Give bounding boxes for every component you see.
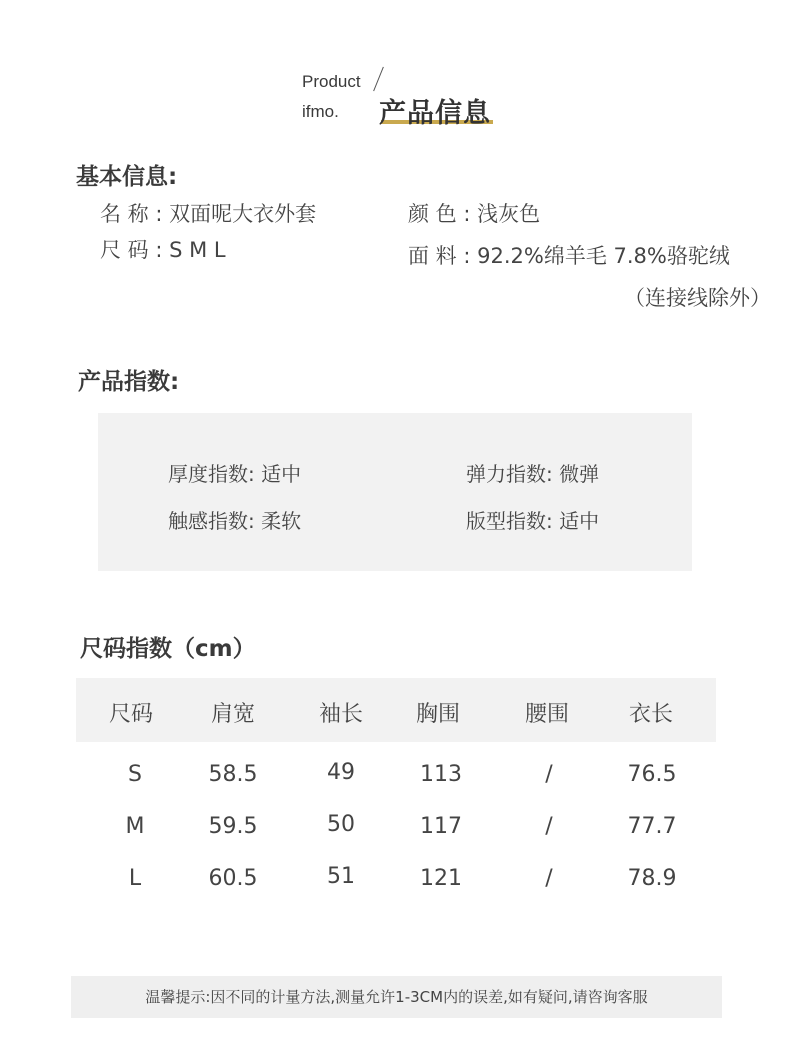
- header-cell-shoulder: 肩宽: [210, 702, 255, 727]
- table-cell: 58.5: [208, 762, 258, 787]
- header-english-info: ifmo.: [302, 102, 339, 121]
- index-touch: 触感指数: 柔软: [168, 509, 302, 533]
- index-elasticity: 弹力指数: 微弹: [466, 462, 600, 486]
- product-name: 名 称 : 双面呢大衣外套: [100, 202, 317, 226]
- table-cell: /: [545, 762, 553, 787]
- table-cell: 121: [420, 866, 462, 891]
- product-index-title: 产品指数:: [78, 369, 180, 395]
- header-slash-divider: [373, 67, 384, 91]
- product-fabric-note: （连接线除外）: [624, 286, 771, 310]
- header-cell-chest: 胸围: [415, 702, 460, 727]
- index-fit: 版型指数: 适中: [466, 509, 600, 533]
- table-cell: 113: [420, 762, 462, 787]
- table-cell: 78.9: [627, 866, 677, 891]
- product-color: 颜 色 : 浅灰色: [408, 202, 541, 226]
- table-cell: L: [128, 866, 142, 891]
- measurement-notice: 温馨提示:因不同的计量方法,测量允许1-3CM内的误差,如有疑问,请咨询客服: [71, 976, 722, 1018]
- table-cell: 59.5: [208, 814, 258, 839]
- table-cell: 50: [327, 812, 355, 837]
- product-fabric: 面 料 : 92.2%绵羊毛 7.8%骆驼绒: [408, 244, 730, 268]
- table-cell: M: [125, 814, 145, 839]
- header-cell-sleeve: 袖长: [318, 702, 363, 727]
- table-cell: /: [545, 866, 553, 891]
- product-size: 尺 码 : S M L: [100, 238, 226, 262]
- table-cell: /: [545, 814, 553, 839]
- size-table: [76, 678, 716, 898]
- size-chart-title: 尺码指数（cm）: [80, 636, 256, 662]
- page-title: 产品信息: [379, 98, 491, 129]
- header-cell-length: 衣长: [628, 702, 673, 727]
- header-cell-size: 尺码: [108, 702, 153, 727]
- table-cell: 49: [327, 760, 355, 785]
- table-cell: 60.5: [208, 866, 258, 891]
- header-cell-waist: 腰围: [524, 702, 569, 727]
- table-cell: 117: [420, 814, 462, 839]
- index-thickness: 厚度指数: 适中: [168, 462, 302, 486]
- basic-info-title: 基本信息:: [76, 164, 178, 190]
- size-table-header: [76, 678, 716, 742]
- table-cell: 51: [327, 864, 355, 889]
- header-english-product: Product: [302, 72, 361, 91]
- table-cell: S: [128, 762, 142, 787]
- product-index-panel: [98, 413, 692, 571]
- table-row: [76, 742, 716, 794]
- table-row: [76, 846, 716, 898]
- table-cell: 76.5: [627, 762, 677, 787]
- table-cell: 77.7: [627, 814, 677, 839]
- table-row: [76, 794, 716, 846]
